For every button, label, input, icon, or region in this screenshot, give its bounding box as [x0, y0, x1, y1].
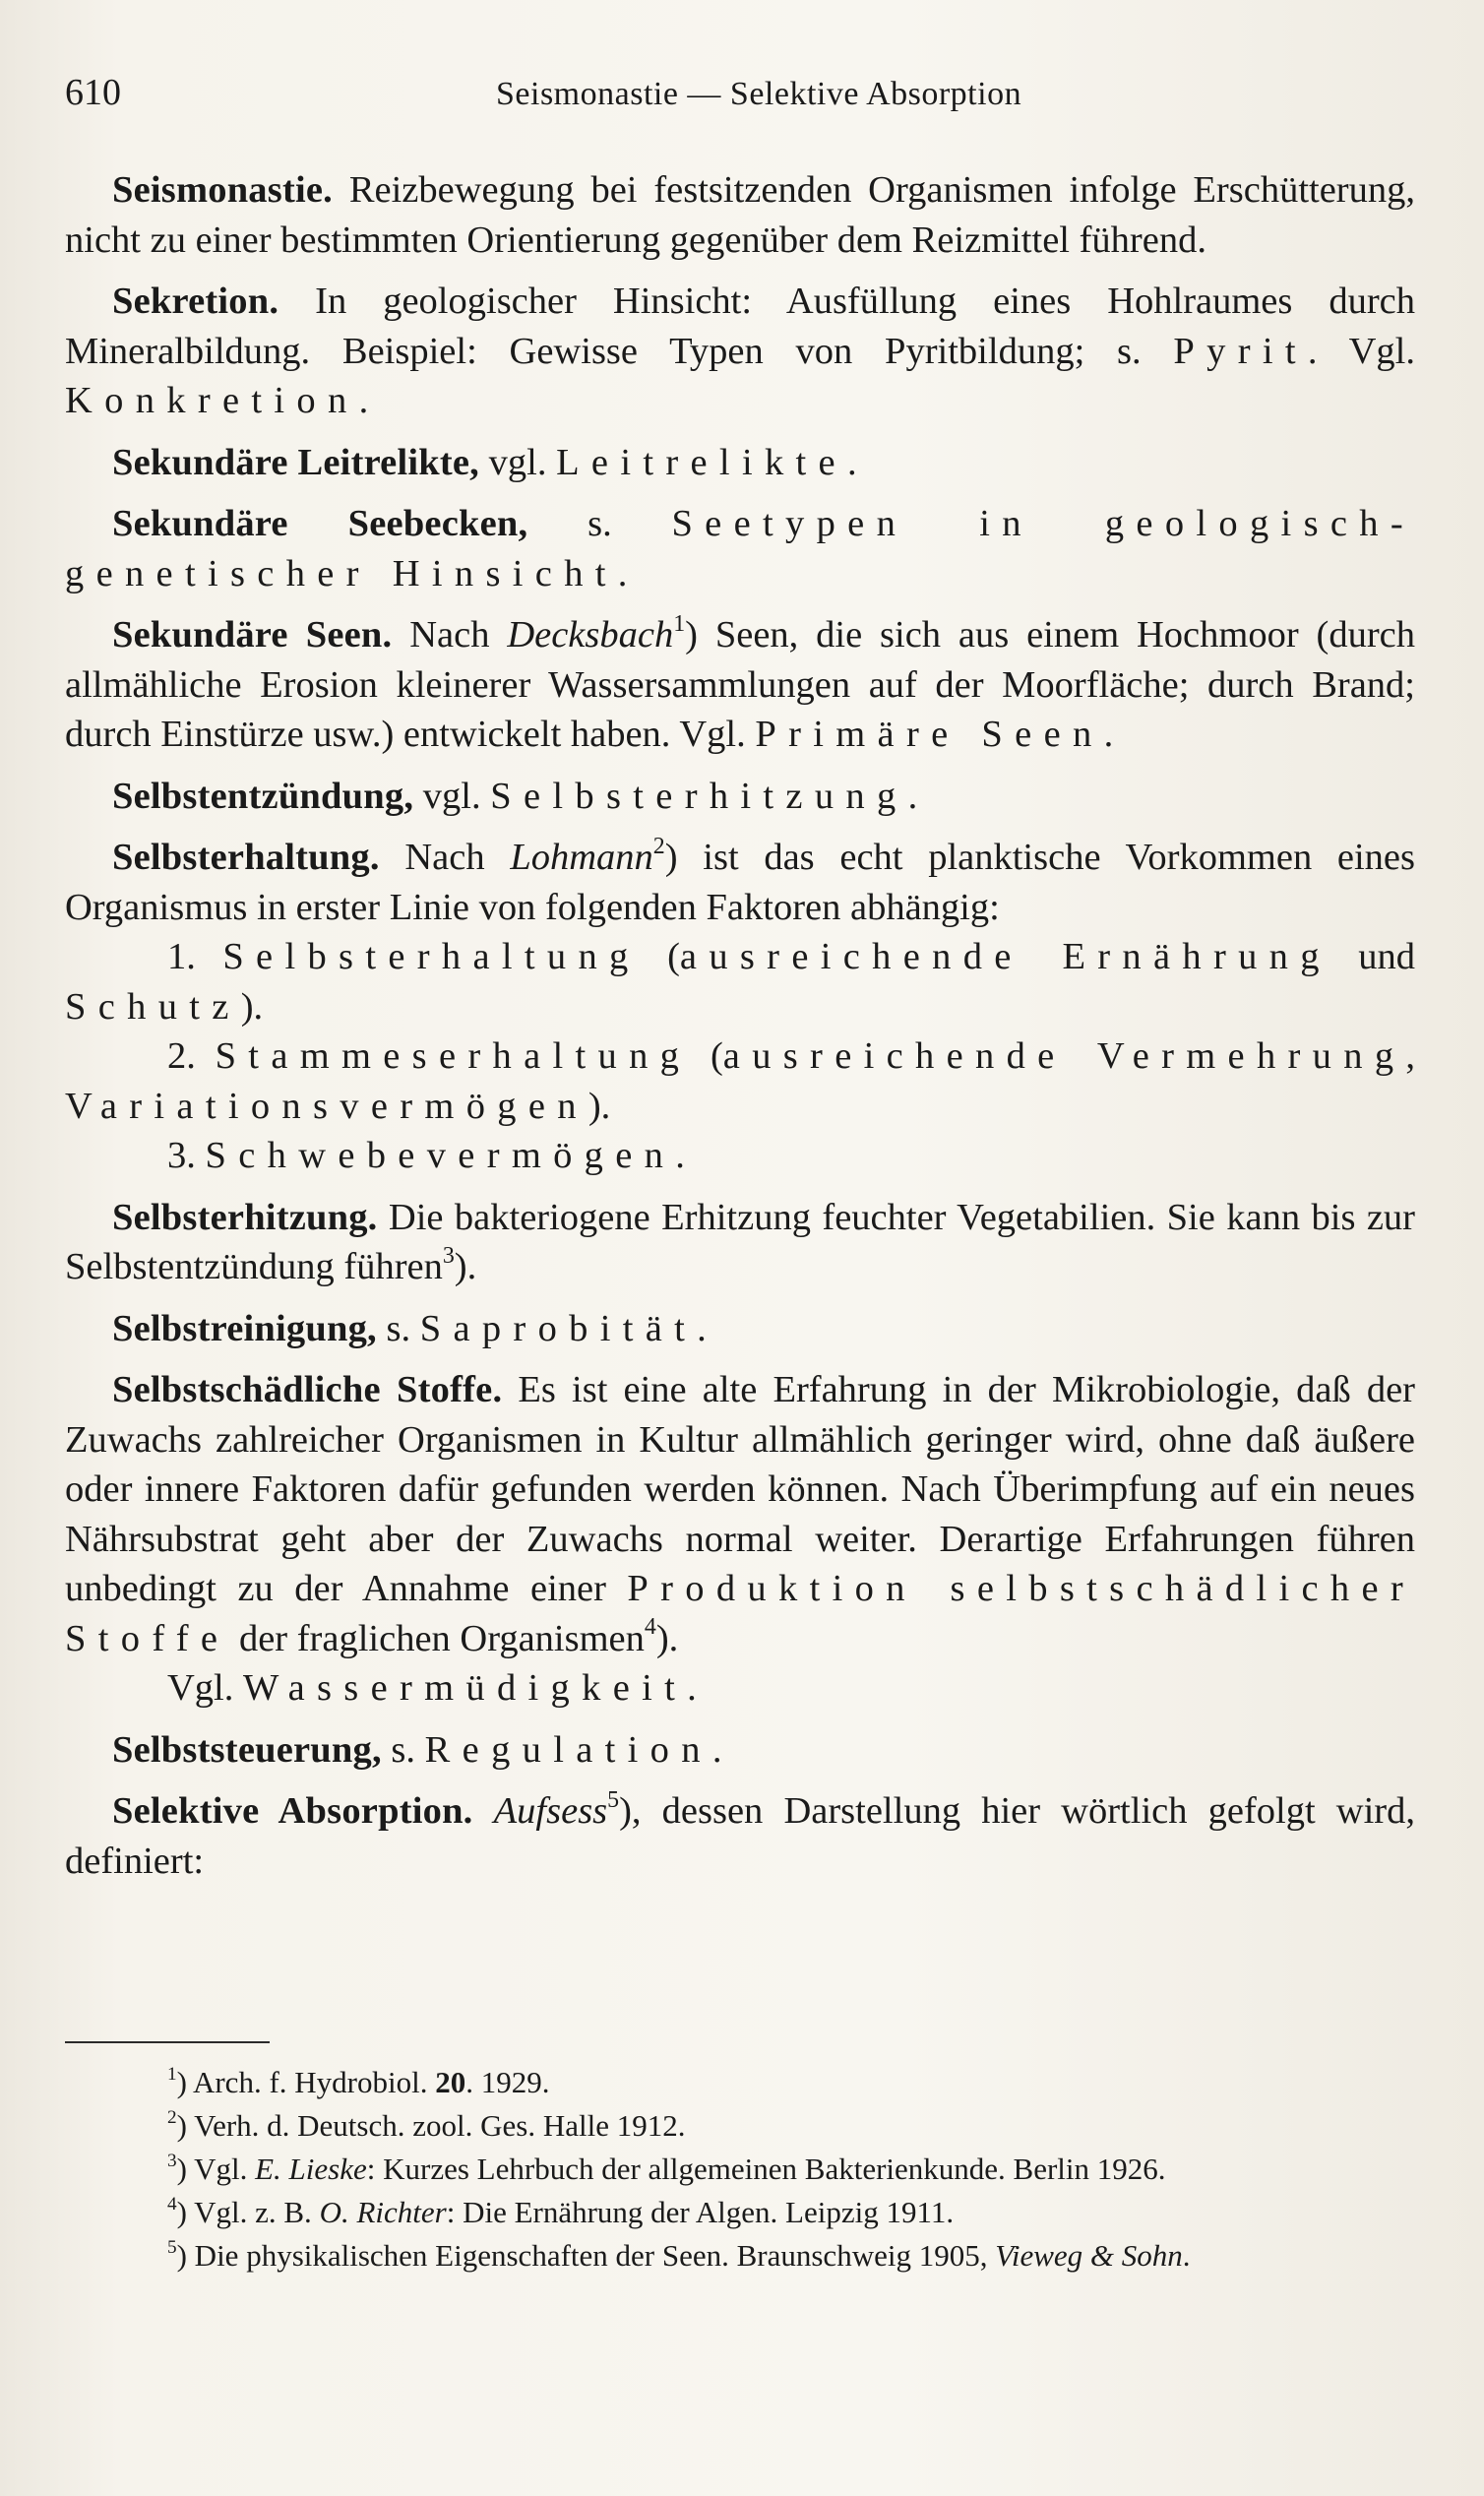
entry-text: ).: [454, 1246, 477, 1287]
list-number: 1.: [167, 936, 223, 977]
footnote-mark: 4: [167, 2193, 177, 2215]
entry-text: .: [675, 1135, 685, 1176]
entry-text: der fraglichen Organismen: [229, 1617, 645, 1659]
entry-term: Selbstentzündung,: [112, 775, 414, 817]
footnote-marker: 4: [644, 1614, 656, 1641]
footnote-text: : Die Ernährung der Algen. Leipzig 1911.: [446, 2195, 955, 2229]
entry-seismonastie: [65, 165, 1415, 265]
entry-text: Reizbewegung bei festsitzenden Organismen infolge Erschütterung, nicht zu einer bestimmten Orientierung gegenüber dem Reizmittel führend.: [65, 169, 1415, 261]
footnote: [65, 2104, 1415, 2148]
entry-selbstschaedliche-stoffe: [65, 1365, 1415, 1663]
list-number: 2.: [167, 1035, 216, 1077]
entry-text: ).: [655, 1617, 679, 1659]
entry-text: .: [617, 552, 628, 594]
entry-selbstentzuendung: [65, 772, 1415, 822]
entry-term: Selbststeuerung,: [112, 1728, 382, 1771]
cross-reference: ausreichende Vermehrung: [722, 1035, 1406, 1077]
entry-selbsterhitzung: [65, 1193, 1415, 1292]
footnote-text: ) Vgl. z. B.: [176, 2195, 320, 2229]
entry-text: vgl.: [413, 775, 491, 817]
volume-number: 20: [435, 2065, 466, 2099]
entry-text: Es ist eine alte Erfahrung in der Mikrobiologie, daß der Zuwachs zahlreicher Organismen in Kultur allmählich geringer wird, ohne daß äußere oder innere Faktoren dafür gefunden werden können. Nach Überimpfung auf ein neues Nährsubstrat geht aber der Zuwachs normal weiter. Derartige Erfahrungen führen unbedingt zu der Annahme einer: [65, 1369, 1415, 1609]
cross-reference: Stammeserhaltung: [215, 1035, 692, 1077]
entry-text: ,: [1405, 1035, 1416, 1077]
entry-text: Vgl.: [167, 1667, 243, 1709]
author-name: O. Richter: [319, 2195, 447, 2229]
entry-text: .: [907, 775, 918, 817]
cross-reference: Produktion selbstschädlicher Stoffe: [65, 1568, 1415, 1659]
cross-reference: Saprobität: [419, 1307, 698, 1349]
footnote-text: ) Die physikalischen Eigenschaften der Seen. Braunschweig 1905,: [176, 2238, 996, 2273]
entry-text: .: [1103, 714, 1114, 755]
cross-reference: Wassermüdigkeit: [243, 1667, 688, 1709]
cross-reference: Primäre Seen: [755, 714, 1104, 755]
publisher-name: Vieweg & Sohn: [995, 2238, 1183, 2273]
entry-term: Selbsterhaltung.: [112, 837, 380, 878]
footnote-mark: 3: [167, 2150, 177, 2171]
entry-text: ) Seen, die sich aus einem Hochmoor (durch allmähliche Erosion kleinerer Wassersammlungen auf der Moorfläche; durch Brand; durch Einstürze usw.) entwickelt haben. Vgl.: [65, 614, 1415, 755]
running-head: Seismonastie — Selektive Absorption: [496, 76, 1022, 112]
entry-text: .: [846, 441, 857, 483]
cross-reference: Schwebevermögen: [205, 1135, 676, 1176]
entry-term: Seismonastie.: [112, 169, 333, 211]
entry-text: vgl.: [479, 441, 557, 483]
cross-reference: Variationsvermögen: [65, 1085, 588, 1127]
author-name: Decksbach: [507, 614, 674, 655]
entry-text: s.: [381, 1728, 425, 1771]
footnote-mark: 5: [167, 2236, 177, 2258]
footnote-rule: [65, 2041, 270, 2043]
footnote-text: .: [1182, 2238, 1191, 2273]
footnote-text: . 1929.: [465, 2065, 550, 2099]
page-header: [65, 71, 1415, 126]
footnote-text: ) Arch. f. Hydrobiol.: [176, 2065, 436, 2099]
entry-term: Selbstreinigung,: [112, 1307, 377, 1349]
entry-continuation: [65, 1663, 1415, 1714]
footnote-mark: 2: [167, 2106, 177, 2128]
entry-text: Nach: [379, 837, 511, 878]
author-name: Aufsess: [493, 1790, 608, 1832]
footnote-marker: 5: [607, 1786, 620, 1813]
entry-text: Nach: [392, 614, 508, 655]
footnotes: [65, 2061, 1415, 2278]
footnote-marker: 1: [673, 610, 686, 637]
entry-text: ), dessen Darstellung hier wörtlich gefolgt wird, definiert:: [65, 1790, 1415, 1882]
entry-term: Selbsterhitzung.: [112, 1196, 378, 1238]
entry-term: Sekundäre Seebecken,: [112, 503, 528, 544]
cross-reference: Regulation: [424, 1728, 712, 1771]
list-item: [65, 932, 1415, 1031]
footnote: [65, 2234, 1415, 2278]
entry-text: und: [1330, 936, 1416, 977]
list-number: 3.: [167, 1135, 206, 1176]
entry-text: ).: [587, 1085, 611, 1127]
entry-text: (: [691, 1035, 723, 1077]
cross-reference: Leitrelikte: [556, 441, 847, 483]
entry-sekundaere-seebecken: [65, 499, 1415, 598]
entry-text: .: [358, 380, 369, 421]
cross-reference: Selbsterhitzung: [490, 775, 908, 817]
list-item: [65, 1131, 1415, 1181]
entry-text: .: [687, 1667, 697, 1709]
entry-sekundaere-leitrelikte: [65, 438, 1415, 488]
entry-term: Sekretion.: [112, 281, 279, 322]
cross-reference: Schutz: [65, 985, 241, 1028]
list-item: [65, 1031, 1415, 1131]
entry-text: ).: [240, 985, 264, 1028]
entry-text: (: [640, 936, 680, 977]
cross-reference: Selbsterhaltung: [222, 936, 641, 977]
entry-selbststeuerung: [65, 1725, 1415, 1776]
footnote-text: ) Vgl.: [176, 2152, 256, 2186]
entry-term: Selbstschädliche Stoffe.: [112, 1369, 503, 1410]
entry-selektive-absorption: [65, 1786, 1415, 1886]
footnote-text: : Kurzes Lehrbuch der allgemeinen Bakterienkunde. Berlin 1926.: [366, 2152, 1166, 2186]
footnote-text: ) Verh. d. Deutsch. zool. Ges. Halle 1912.: [176, 2108, 686, 2143]
entry-sekundaere-seen: [65, 610, 1415, 760]
entry-selbstreinigung: [65, 1304, 1415, 1354]
cross-reference: Konkretion: [65, 380, 359, 421]
author-name: E. Lieske: [255, 2152, 367, 2186]
entry-text: s.: [376, 1307, 420, 1349]
entry-sekretion: [65, 277, 1415, 426]
entry-selbsterhaltung: [65, 833, 1415, 932]
entry-text: s.: [527, 503, 672, 544]
entry-term: Sekundäre Seen.: [112, 614, 393, 655]
entry-term: Selektive Absorption.: [112, 1790, 473, 1832]
footnote: [65, 2148, 1415, 2191]
entry-text: .: [711, 1728, 722, 1771]
cross-reference: Pyrit: [1173, 330, 1308, 372]
footnote-marker: 2: [652, 833, 665, 859]
entry-term: Sekundäre Leitrelikte,: [112, 441, 480, 483]
footnote: [65, 2061, 1415, 2104]
author-name: Lohmann: [510, 837, 653, 878]
cross-reference: ausreichende Ernährung: [679, 936, 1331, 977]
cross-reference: Seetypen in geologisch-genetischer Hinsicht: [65, 503, 1415, 594]
footnote: [65, 2191, 1415, 2234]
page-number: 610: [65, 72, 121, 113]
entry-text: . Vgl.: [1307, 330, 1415, 372]
footnote-marker: 3: [442, 1242, 455, 1269]
entry-text: Die bakteriogene Erhitzung feuchter Vegetabilien. Sie kann bis zur Selbstentzündung führen: [65, 1196, 1415, 1287]
entry-text: .: [697, 1307, 707, 1349]
dictionary-body: [65, 165, 1415, 1898]
entry-text: ) ist das echt planktische Vorkommen eines Organismus in erster Linie von folgenden Faktoren abhängig:: [65, 837, 1416, 928]
footnote-mark: 1: [167, 2063, 177, 2085]
entry-text: In geologischer Hinsicht: Ausfüllung eines Hohlraumes durch Mineralbildung. Beispiel: Gewisse Typen von Pyritbildung; s.: [65, 281, 1415, 372]
